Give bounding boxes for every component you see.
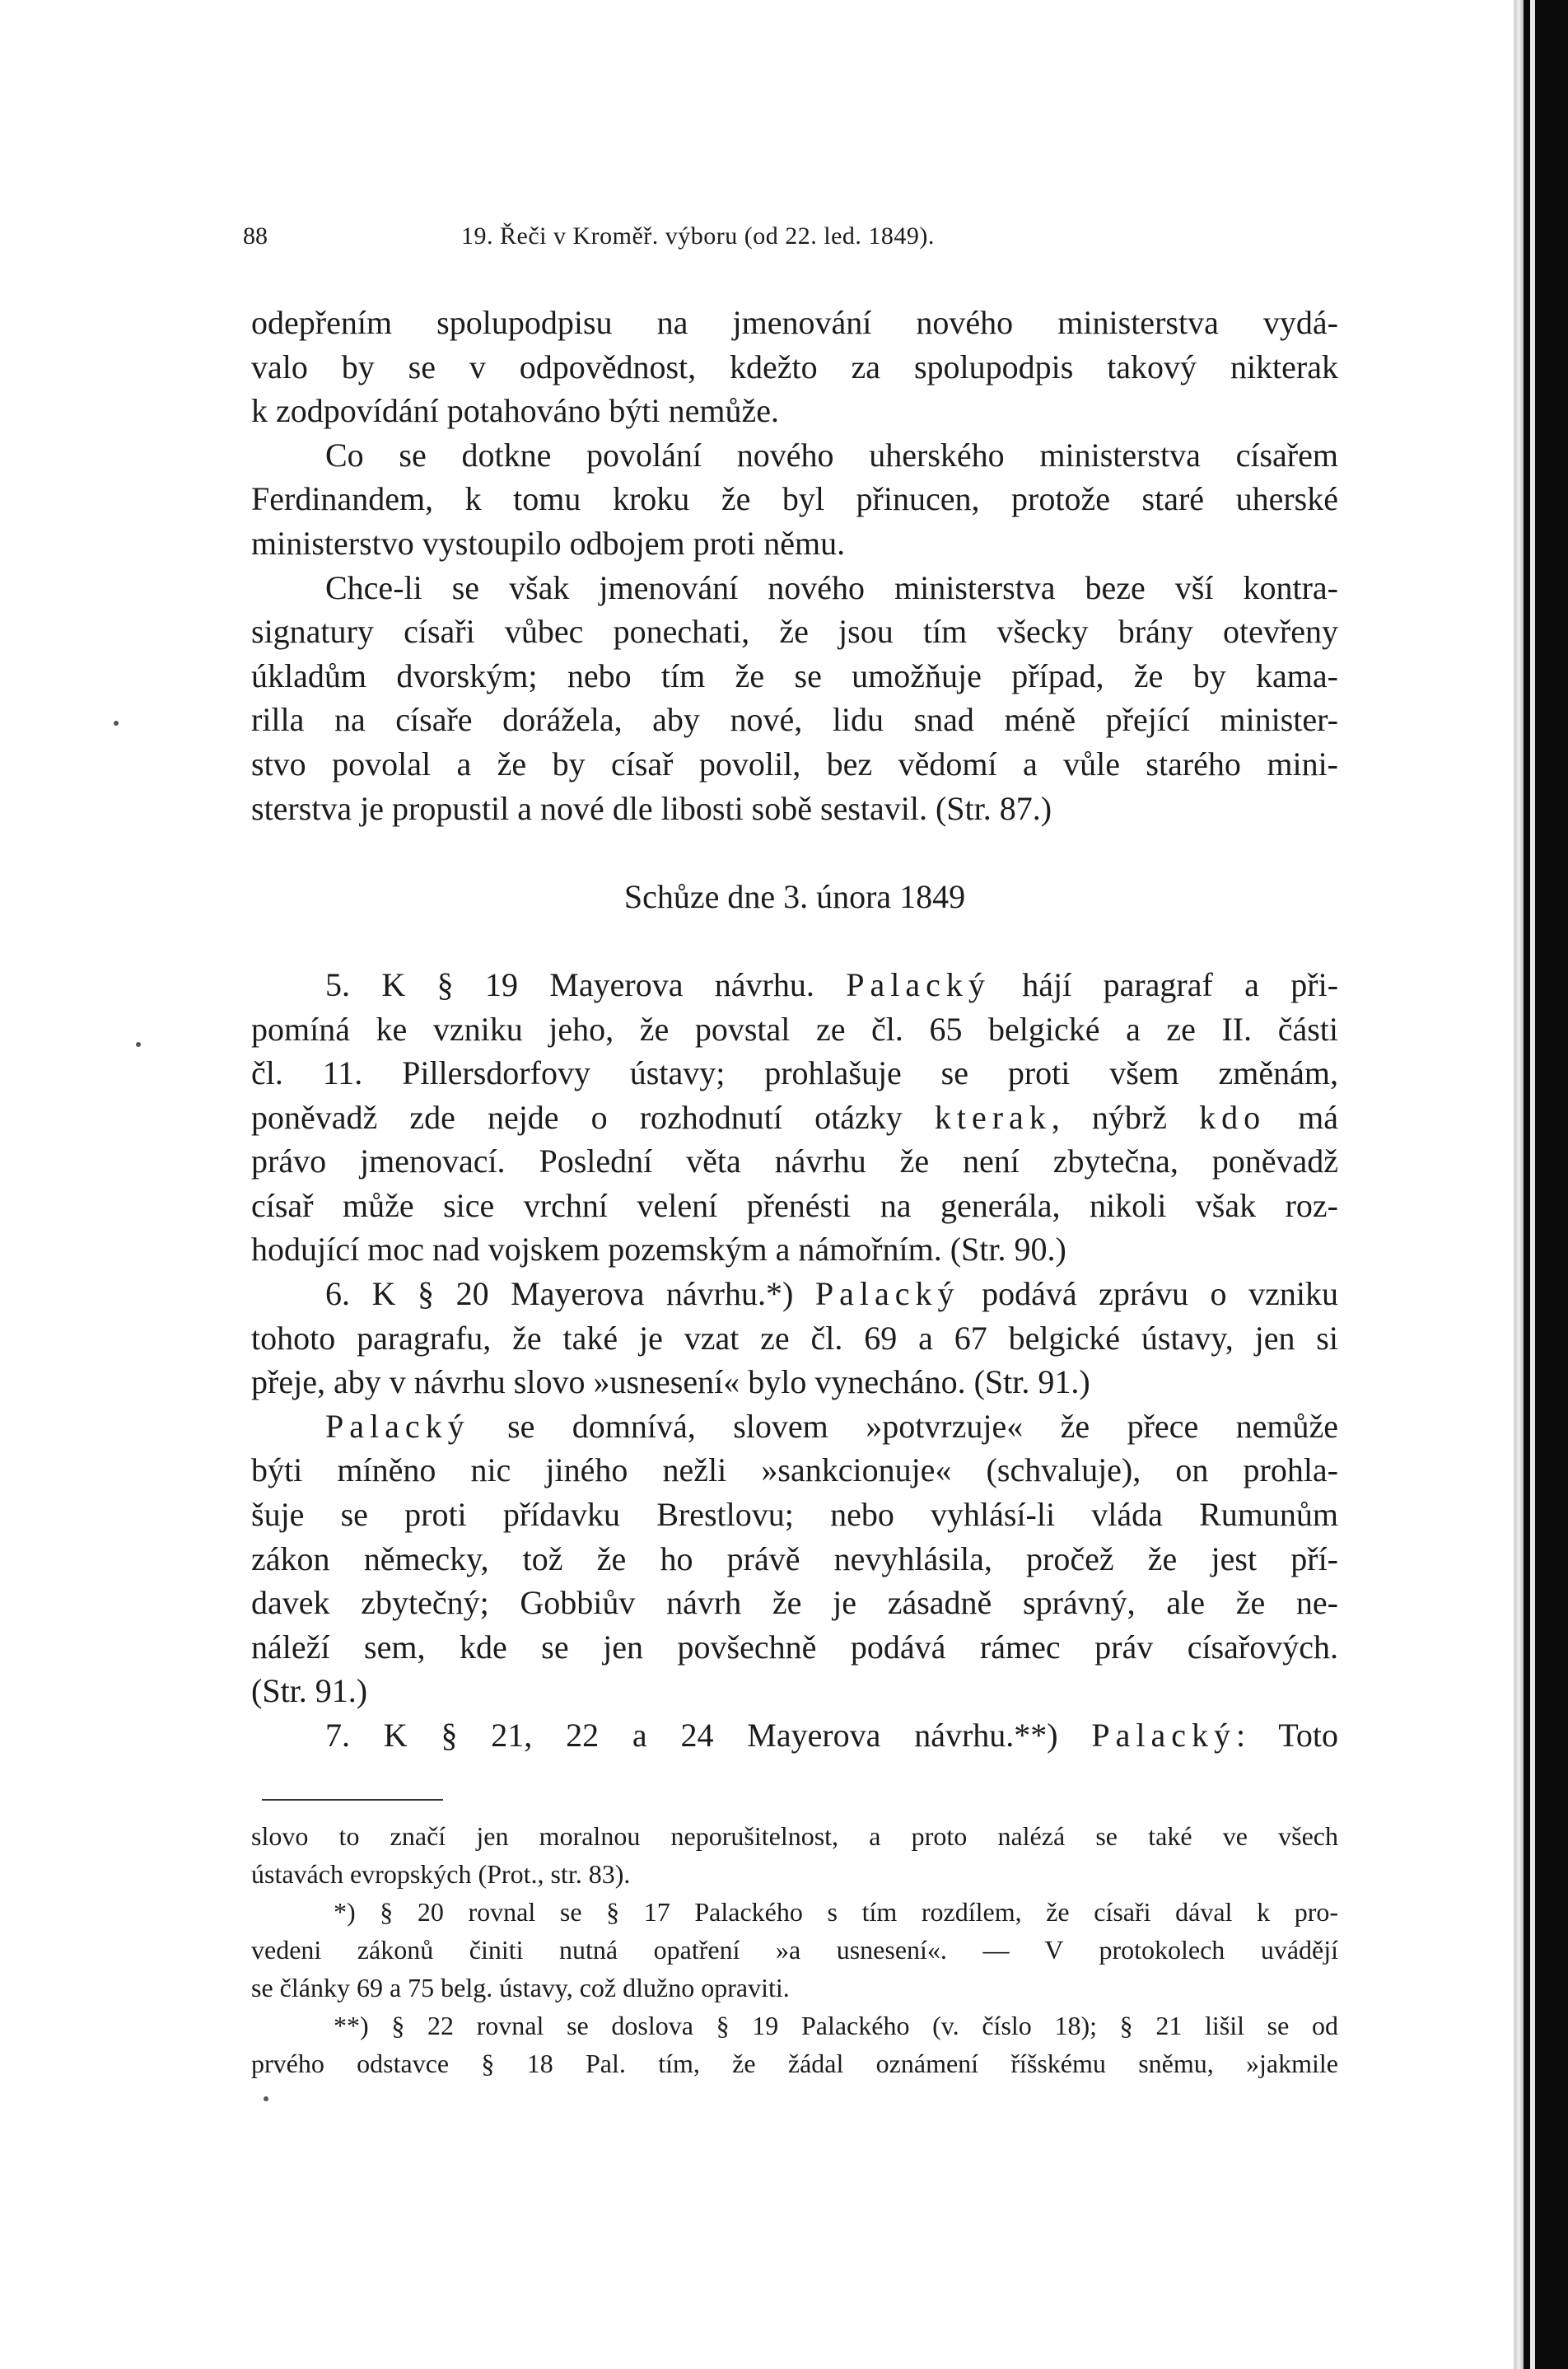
text-line: úkladům dvorským; nebo tím že se umožňuje případ, že by kama- — [251, 656, 1338, 694]
text-fragment: 6. K § 20 Mayerova návrhu.*) — [325, 1275, 794, 1313]
margin-speck — [114, 721, 119, 726]
footnote-rule — [262, 1799, 443, 1801]
text-line: býti míněno nic jiného nežli »sankcionuje« (schvaluje), on prohla- — [251, 1451, 1338, 1489]
text-line: rilla na císaře dorážela, aby nové, lidu snad méně přející minister- — [251, 701, 1338, 739]
main-text — [251, 301, 1338, 1758]
page-header — [243, 222, 1165, 264]
margin-speck — [264, 2096, 268, 2101]
text-fragment: má — [1298, 1098, 1339, 1136]
session-heading: Schůze dne 3. února 1849 — [623, 877, 966, 915]
text-line: ministerstvo vystoupilo odbojem proti němu. — [251, 524, 846, 562]
spacer — [251, 830, 1338, 875]
spaced-name: Palacký — [846, 965, 991, 1003]
text-line: valo by se v odpovědnost, kdežto za spolupodpis takový nikterak — [251, 348, 1338, 385]
margin-speck — [136, 1042, 141, 1047]
text-line: tohoto paragrafu, že také je vzat ze čl. 69 a 67 belgické ústavy, jen si — [251, 1319, 1338, 1357]
footnote-line: ústavách evropských (Prot., str. 83). — [251, 1859, 631, 1889]
text-line — [251, 1404, 1338, 1449]
text-line: Chce-li se však jmenování nového ministerstva beze vší kontra- — [325, 568, 1338, 606]
page-edge-shadow — [1515, 0, 1524, 2369]
text-line: signatury císaři vůbec ponechati, že jsou tím všecky brány otevřeny — [251, 613, 1338, 651]
text-line: k zodpovídání potahováno býti nemůže. — [251, 392, 779, 430]
text-line — [251, 1272, 1338, 1316]
text-line: Co se dotkne povolání nového uherského ministerstva císařem — [325, 436, 1338, 474]
text-line: Ferdinandem, k tomu kroku že byl přinucen, protože staré uherské — [251, 480, 1338, 518]
text-fragment: se domnívá, slovem »potvrzuje« že přece nemůže — [507, 1407, 1339, 1445]
text-line: pomíná ke vzniku jeho, že povstal ze čl. 65 belgické a ze II. části — [251, 1010, 1338, 1048]
footnotes — [251, 1817, 1338, 2082]
text-line: císař může sice vrchní velení přenésti na generála, nikoli však roz- — [251, 1186, 1338, 1224]
text-line: šuje se proti přídavku Brestlovu; nebo vyhlásí-li vláda Rumunům — [251, 1496, 1338, 1534]
spaced-name: Palacký — [814, 1275, 960, 1313]
running-head: 19. Řeči v Kroměř. výboru (od 22. led. 1849). — [461, 222, 935, 250]
footnote-line: *) § 20 rovnal se § 17 Palackého s tím rozdílem, že císaři dával k pro- — [334, 1897, 1338, 1927]
footnote-line: se články 69 a 75 belg. ústavy, což dlužno opraviti. — [251, 1973, 790, 2002]
text-line — [251, 1713, 1338, 1758]
page-number: 88 — [243, 222, 268, 250]
text-fragment: 5. K § 19 Mayerova návrhu. — [325, 965, 814, 1003]
text-fragment: hájí paragraf a při- — [1022, 965, 1339, 1003]
spacer — [251, 918, 1338, 963]
text-line: hodující moc nad vojskem pozemským a námořním. (Str. 90.) — [251, 1231, 1066, 1269]
text-line — [251, 963, 1338, 1007]
text-line: sterstva je propustil a nové dle libosti sobě sestavil. (Str. 87.) — [251, 789, 1052, 827]
text-line: (Str. 91.) — [251, 1672, 368, 1710]
text-line: přeje, aby v návrhu slovo »usnesení« bylo vynecháno. (Str. 91.) — [251, 1363, 1090, 1401]
text-fragment: : Toto — [1236, 1717, 1338, 1754]
footnote-line: vedeni zákonů činiti nutná opatření »a usnesení«. — V protokolech uvádějí — [251, 1935, 1338, 1965]
text-line: davek zbytečný; Gobbiův návrh že je zásadně správný, ale že ne- — [251, 1584, 1338, 1622]
text-line: právo jmenovací. Poslední věta návrhu že není zbytečna, poněvadž — [251, 1142, 1338, 1180]
text-fragment: poněvadž zde nejde o rozhodnutí otázky — [251, 1098, 903, 1136]
text-fragment: podává zprávu o vzniku — [982, 1275, 1339, 1313]
text-line: stvo povolal a že by císař povolil, bez vědomí a vůle starého mini- — [251, 745, 1338, 783]
spaced-name: Palacký — [325, 1407, 470, 1445]
footnote-line: slovo to značí jen moralnou neporušitelnost, a proto nalézá se také ve všech — [251, 1821, 1338, 1851]
text-line — [251, 1096, 1338, 1140]
text-fragment: , nýbrž — [1051, 1098, 1167, 1136]
page-edge-shadow — [1530, 0, 1535, 2369]
text-line: čl. 11. Pillersdorfovy ústavy; prohlašuje se proti všem změnám, — [251, 1054, 1338, 1092]
text-line: náleží sem, kde se jen povšechně podává rámec práv císařových. — [251, 1628, 1338, 1666]
spaced-word: kdo — [1199, 1098, 1267, 1136]
spaced-word: kterak — [934, 1098, 1052, 1136]
footnote-line: **) § 22 rovnal se doslova § 19 Palackého (v. číslo 18); § 21 lišil se od — [334, 2011, 1338, 2040]
text-line: zákon německy, tož že ho právě nevyhlásila, pročež že jest pří- — [251, 1540, 1338, 1577]
spaced-name: Palacký — [1091, 1717, 1237, 1754]
text-line: odepřením spolupodpisu na jmenování nového ministerstva vydá- — [251, 304, 1338, 341]
footnote-line: prvého odstavce § 18 Pal. tím, že žádal oznámení říšskému sněmu, »jakmile — [251, 2049, 1338, 2078]
text-fragment: 7. K § 21, 22 a 24 Mayerova návrhu.**) — [325, 1717, 1058, 1754]
